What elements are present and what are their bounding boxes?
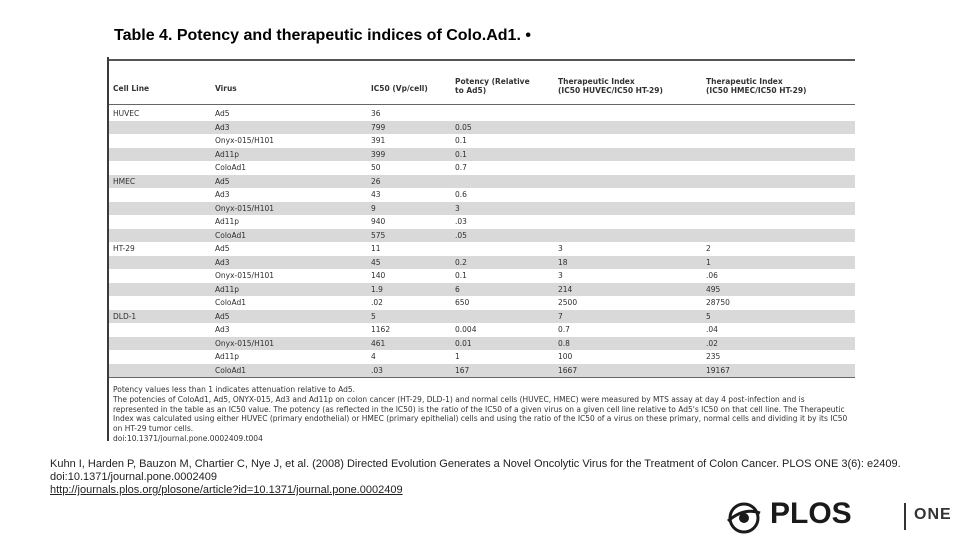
header-ti-huvec-line1: Therapeutic Index — [558, 77, 635, 86]
table-row — [109, 310, 855, 324]
footnote-doi: doi:10.1371/journal.pone.0002409.t004 — [113, 433, 263, 443]
table-footnote — [113, 385, 848, 444]
table-row — [109, 229, 855, 243]
cell-ic50: 399 — [371, 149, 386, 159]
cell-potency: 167 — [455, 365, 470, 375]
table-row — [109, 256, 855, 270]
cell-ti-huvec: 18 — [558, 257, 568, 267]
slide-title: Table 4. Potency and therapeutic indices of Colo.Ad1. • — [114, 27, 531, 44]
cell-virus: Ad5 — [215, 244, 230, 253]
cell-ti-huvec: 2500 — [558, 298, 578, 307]
cell-ti-hmec: 1 — [706, 257, 711, 267]
cell-ic50: 1162 — [371, 325, 391, 334]
cell-virus: Onyx-015/H101 — [215, 203, 275, 213]
citation-link[interactable]: http://journals.plos.org/plosone/article?id=10.1371/journal.pone.0002409 — [50, 484, 403, 496]
cell-ic50: 940 — [371, 217, 386, 226]
cell-potency: 0.05 — [455, 122, 472, 132]
cell-ic50: 575 — [371, 230, 386, 240]
cell-potency: .03 — [455, 217, 467, 226]
cell-ic50: 43 — [371, 190, 381, 199]
table-row — [109, 161, 855, 175]
cell-virus: ColoAd1 — [215, 298, 247, 307]
cell-potency: .05 — [455, 230, 467, 240]
table-row — [109, 283, 855, 297]
cell-cell-line: HMEC — [113, 176, 136, 186]
table-row — [109, 242, 855, 256]
cell-ic50: 799 — [371, 122, 386, 132]
table-row — [109, 323, 855, 337]
cell-ic50: 140 — [371, 271, 386, 280]
table-row — [109, 188, 855, 202]
cell-ic50: 50 — [371, 163, 381, 172]
cell-potency: 0.1 — [455, 136, 467, 145]
cell-ti-hmec: 19167 — [706, 365, 730, 375]
header-potency-line2: to Ad5) — [455, 86, 487, 95]
cell-virus: ColoAd1 — [215, 365, 247, 375]
cell-virus: Ad11p — [215, 217, 240, 226]
table-row — [109, 350, 855, 364]
cell-virus: Ad3 — [215, 190, 230, 199]
cell-ic50: 9 — [371, 203, 376, 213]
cell-virus: Onyx-015/H101 — [215, 136, 275, 145]
cell-ti-hmec: .02 — [706, 338, 718, 348]
cell-ti-hmec: 495 — [706, 284, 721, 294]
cell-ic50: 36 — [371, 109, 381, 118]
footnote-line1: Potency values less than 1 indicates attenuation relative to Ad5. — [113, 385, 356, 394]
cell-ti-hmec: 28750 — [706, 298, 730, 307]
table-header-row — [109, 77, 855, 99]
cell-cell-line: HT-29 — [113, 244, 135, 253]
table-row — [109, 296, 855, 310]
citation-text: Kuhn I, Harden P, Bauzon M, Chartier C, Nye J, et al. (2008) Directed Evolution Generates a Novel Oncolytic Virus for the Treatment of Colon Cancer. PLOS ONE 3(6): e2409. doi:10.1371/journal.pone.0002409 — [50, 458, 901, 483]
footnote-line2: The potencies of ColoAd1, Ad5, ONYX-015, Ad3 and Ad11p on colon cancer (HT-29, DLD-1) and normal cells (HUVEC, HMEC) were measured by MTS assay at day 4 post-infection and is represented in the table as an IC50 value. The potency (as reflected in the IC50) is the ratio of the IC50 of a given virus on a given cell line relative to Ad5's IC50 on that cell line. The Therapeutic Index was calculated using either HUVEC (primary endothelial) or HMEC (primary epithelial) cells and using the ratio of the IC50 of a virus on these primary, normal cells and dividing it by its IC50 on HT-29 tumor cells. — [113, 394, 848, 434]
cell-ti-hmec: 5 — [706, 311, 711, 321]
cell-potency: 0.2 — [455, 257, 467, 267]
cell-virus: ColoAd1 — [215, 230, 247, 240]
cell-virus: ColoAd1 — [215, 163, 247, 172]
cell-ti-huvec: 100 — [558, 352, 573, 361]
cell-potency: 0.6 — [455, 190, 467, 199]
cell-ic50: 45 — [371, 257, 381, 267]
cell-virus: Ad11p — [215, 284, 240, 294]
cell-cell-line: DLD-1 — [113, 311, 137, 321]
cell-ti-huvec: 0.8 — [558, 338, 570, 348]
cell-virus: Ad5 — [215, 311, 230, 321]
plos-one-logo — [722, 499, 960, 537]
cell-ic50: 1.9 — [371, 284, 383, 294]
header-ti-huvec — [558, 77, 663, 95]
cell-potency: 1 — [455, 352, 460, 361]
cell-potency: 6 — [455, 284, 460, 294]
header-potency — [455, 77, 530, 95]
table-row — [109, 121, 855, 135]
table-row — [109, 337, 855, 351]
cell-virus: Ad5 — [215, 176, 230, 186]
cell-ti-hmec: 235 — [706, 352, 721, 361]
header-ti-hmec-line2: (IC50 HMEC/IC50 HT-29) — [706, 86, 807, 95]
cell-virus: Onyx-015/H101 — [215, 271, 275, 280]
cell-ti-huvec: 7 — [558, 311, 563, 321]
header-ti-hmec-line1: Therapeutic Index — [706, 77, 783, 86]
logo-sub: ONE — [914, 506, 952, 523]
cell-ic50: 26 — [371, 176, 381, 186]
cell-potency: 0.01 — [455, 338, 472, 348]
header-ic50: IC50 (Vp/cell) — [371, 84, 428, 93]
cell-ic50: 461 — [371, 338, 386, 348]
cell-ti-hmec: .06 — [706, 271, 718, 280]
cell-virus: Ad11p — [215, 352, 240, 361]
cell-potency: 0.7 — [455, 163, 467, 172]
cell-ti-huvec: 1667 — [558, 365, 578, 375]
cell-ic50: 5 — [371, 311, 376, 321]
logo-brand: PLOS — [770, 497, 852, 530]
table-row — [109, 269, 855, 283]
cell-virus: Ad5 — [215, 109, 230, 118]
table-top-rule — [109, 59, 855, 61]
cell-potency: 0.1 — [455, 149, 467, 159]
cell-potency: 650 — [455, 298, 470, 307]
table-bottom-rule — [109, 377, 855, 378]
table-row — [109, 148, 855, 162]
table-row — [109, 107, 855, 121]
header-virus: Virus — [215, 84, 237, 93]
cell-ic50: 11 — [371, 244, 381, 253]
header-ti-huvec-line2: (IC50 HUVEC/IC50 HT-29) — [558, 86, 663, 95]
table-row — [109, 134, 855, 148]
cell-virus: Ad3 — [215, 122, 230, 132]
cell-virus: Ad3 — [215, 325, 230, 334]
plos-logo-icon — [726, 501, 762, 535]
header-cell-line: Cell Line — [113, 84, 150, 93]
cell-cell-line: HUVEC — [113, 109, 140, 118]
cell-virus: Onyx-015/H101 — [215, 338, 275, 348]
header-ti-hmec — [706, 77, 807, 95]
cell-ti-huvec: 0.7 — [558, 325, 570, 334]
cell-ti-hmec: 2 — [706, 244, 711, 253]
cell-ic50: .03 — [371, 365, 383, 375]
citation — [50, 458, 930, 497]
cell-potency: 0.1 — [455, 271, 467, 280]
cell-potency: 0.004 — [455, 325, 477, 334]
cell-virus: Ad11p — [215, 149, 240, 159]
table-figure — [107, 57, 855, 441]
cell-ti-huvec: 3 — [558, 271, 563, 280]
table-row — [109, 202, 855, 216]
table-row — [109, 215, 855, 229]
table-row — [109, 175, 855, 189]
header-potency-line1: Potency (Relative — [455, 77, 530, 86]
table-row — [109, 364, 855, 378]
cell-ti-huvec: 3 — [558, 244, 563, 253]
cell-ti-huvec: 214 — [558, 284, 573, 294]
cell-ic50: 391 — [371, 136, 386, 145]
cell-ic50: 4 — [371, 352, 376, 361]
cell-ti-hmec: .04 — [706, 325, 718, 334]
cell-potency: 3 — [455, 203, 460, 213]
cell-ic50: .02 — [371, 298, 383, 307]
logo-separator — [904, 503, 906, 530]
table-header-rule — [109, 104, 855, 105]
cell-virus: Ad3 — [215, 257, 230, 267]
